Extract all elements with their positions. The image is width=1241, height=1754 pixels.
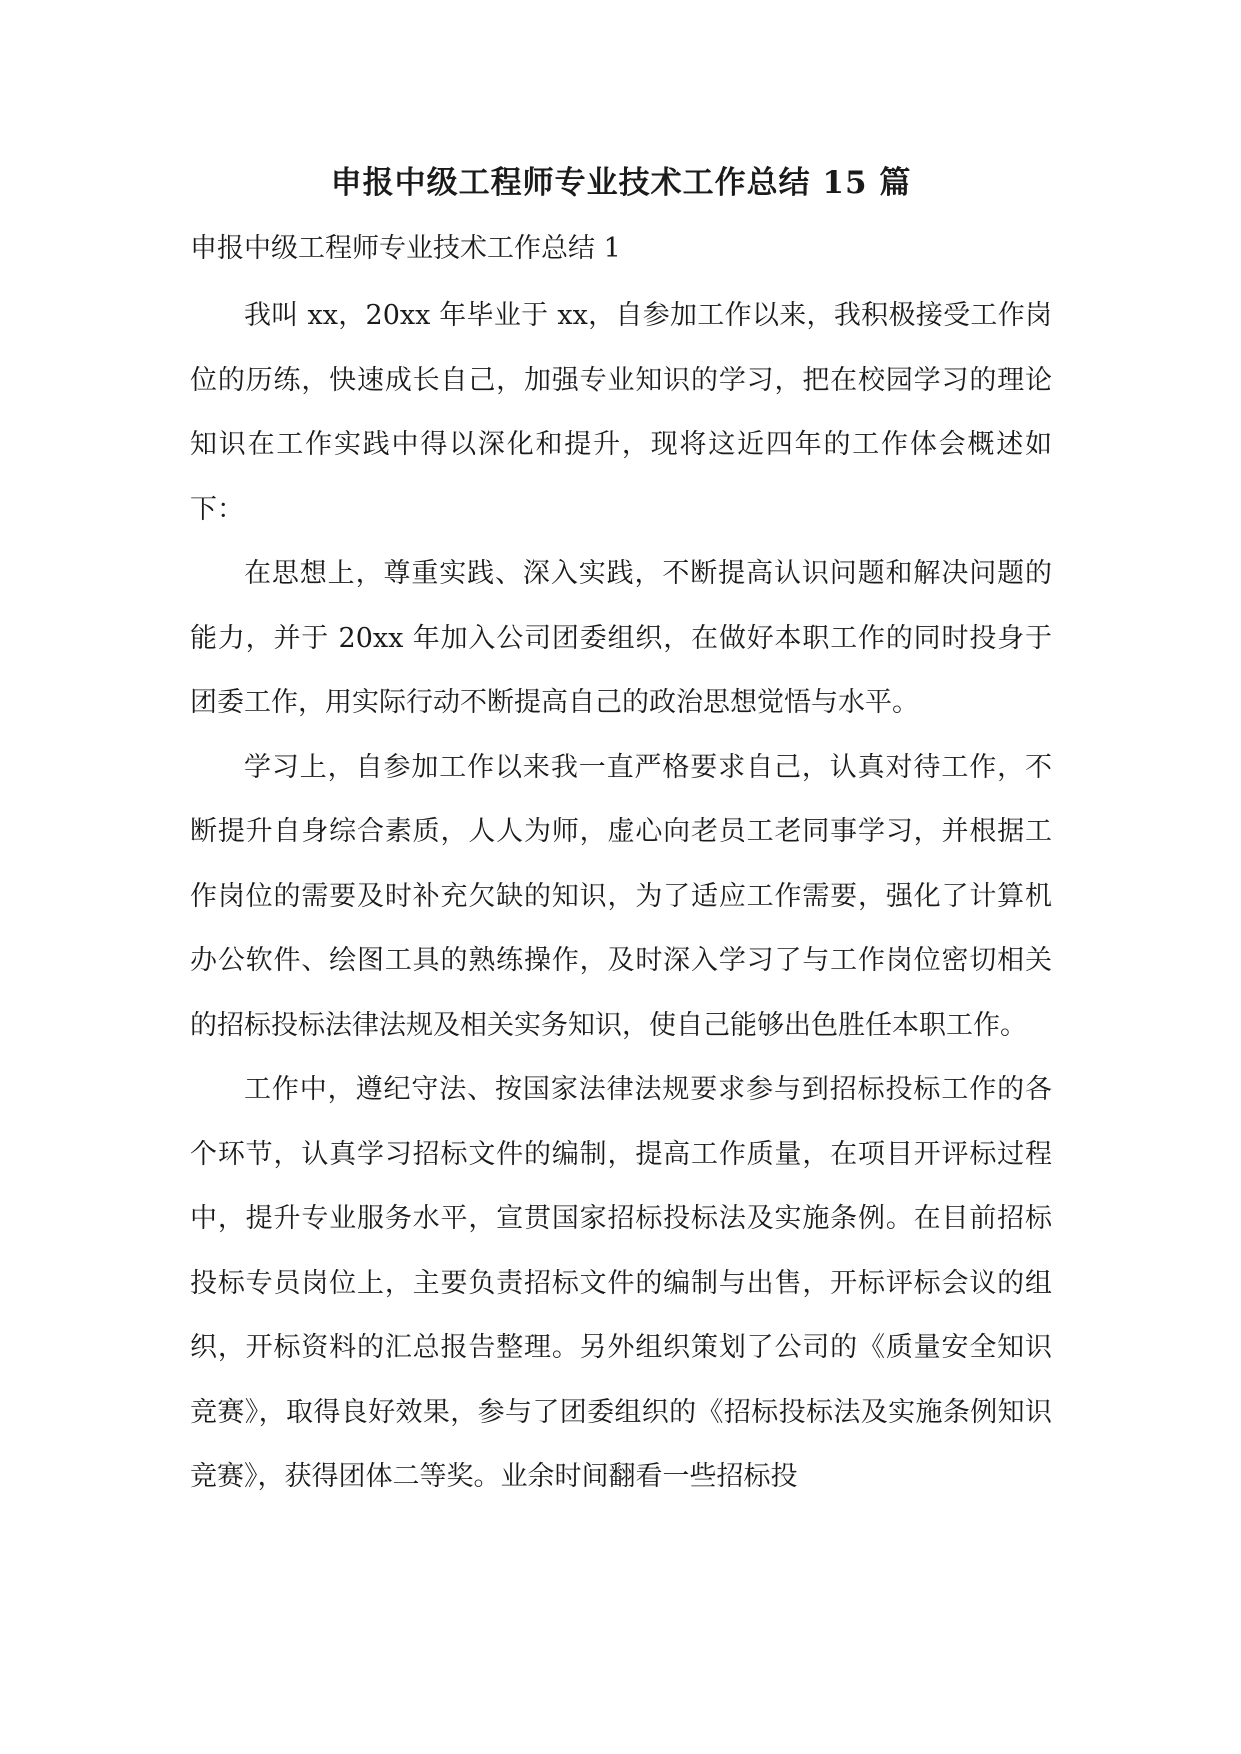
paragraph-thought: 在思想上，尊重实践、深入实践，不断提高认识问题和解决问题的能力，并于 20xx 年加入公司团委组织，在做好本职工作的同时投身于团委工作，用实际行动不断提高自己的政治思想觉悟与水平。 xyxy=(190,558,1052,718)
paragraph-study: 学习上，自参加工作以来我一直严格要求自己，认真对待工作，不断提升自身综合素质，人人为师，虚心向老员工老同事学习，并根据工作岗位的需要及时补充欠缺的知识，为了适应工作需要，强化了计算机办公软件、绘图工具的熟练操作，及时深入学习了与工作岗位密切相关的招标投标法律法规及相关实务知识，使自己能够出色胜任本职工作。 xyxy=(190,751,1052,1041)
section-heading: 申报中级工程师专业技术工作总结 1 xyxy=(190,233,621,264)
document-body xyxy=(190,150,1052,1510)
paragraph-work: 工作中，遵纪守法、按国家法律法规要求参与到招标投标工作的各个环节，认真学习招标文件的编制，提高工作质量，在项目开评标过程中，提升专业服务水平，宣贯国家招标投标法及实施条例。在目前招标投标专员岗位上，主要负责招标文件的编制与出售，开标评标会议的组织，开标资料的汇总报告整理。另外组织策划了公司的《质量安全知识竞赛》，取得良好效果，参与了团委组织的《招标投标法及实施条例知识竞赛》，获得团体二等奖。业余时间翻看一些招标投 xyxy=(190,1074,1052,1492)
paragraph-intro: 我叫 xx，20xx 年毕业于 xx，自参加工作以来，我积极接受工作岗位的历练，快速成长自己，加强专业知识的学习，把在校园学习的理论知识在工作实践中得以深化和提升，现将这近四年的工作体会概述如下： xyxy=(190,300,1052,525)
page-title: 申报中级工程师专业技术工作总结 15 篇 xyxy=(330,165,912,201)
